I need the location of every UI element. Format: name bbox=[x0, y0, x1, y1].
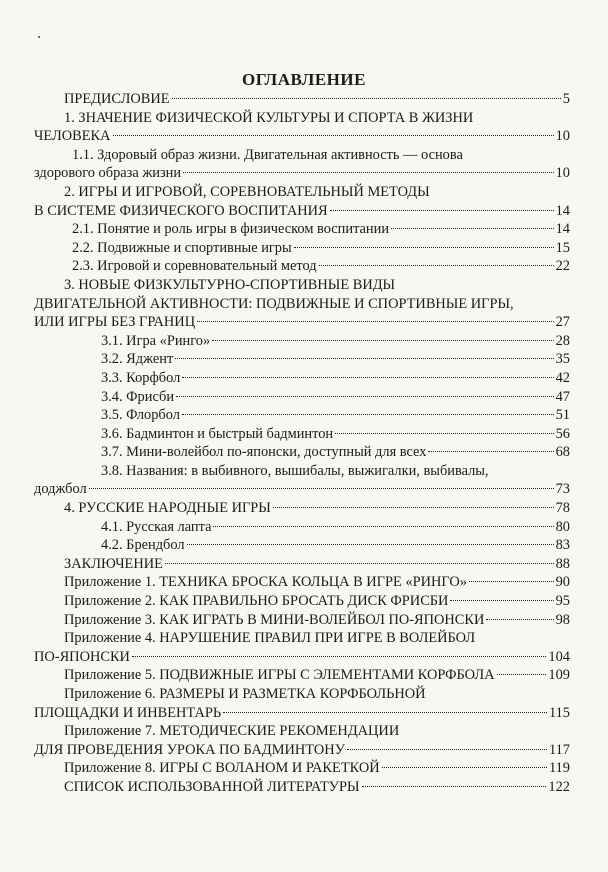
toc-entry-text: Приложение 1. ТЕХНИКА БРОСКА КОЛЬЦА В ИГРЕ «РИНГО» bbox=[64, 574, 467, 591]
dot-leader bbox=[273, 507, 554, 508]
toc-entry-text: здорового образа жизни bbox=[34, 165, 182, 182]
toc-entry bbox=[34, 406, 570, 425]
toc-entry bbox=[34, 685, 570, 722]
toc-line bbox=[34, 536, 570, 555]
toc-entry-text: ПРЕДИСЛОВИЕ bbox=[64, 91, 170, 107]
toc-entry-text: Приложение 4. НАРУШЕНИЕ ПРАВИЛ ПРИ ИГРЕ В ВОЛЕЙБОЛ bbox=[64, 630, 476, 647]
dot-leader bbox=[182, 377, 553, 378]
toc-entry-text: 3.1. Игра «Ринго» bbox=[101, 332, 211, 349]
toc-entry-text: Приложение 7. МЕТОДИЧЕСКИЕ РЕКОМЕНДАЦИИ bbox=[64, 723, 400, 740]
toc-entry-text: ДЛЯ ПРОВЕДЕНИЯ УРОКА ПО БАДМИНТОНУ bbox=[34, 741, 345, 758]
toc-line bbox=[34, 183, 570, 202]
dot-leader bbox=[294, 247, 554, 248]
toc-line bbox=[34, 127, 570, 146]
toc-entry-text: 4. РУССКИЕ НАРОДНЫЕ ИГРЫ bbox=[64, 500, 271, 517]
toc-page-number: 78 bbox=[555, 500, 570, 517]
toc-line bbox=[34, 722, 570, 741]
toc-entry-text: 1. ЗНАЧЕНИЕ ФИЗИЧЕСКОЙ КУЛЬТУРЫ И СПОРТА В ЖИЗНИ bbox=[64, 109, 474, 126]
dot-leader bbox=[183, 172, 554, 173]
dot-leader bbox=[197, 321, 554, 322]
toc-page-number: 22 bbox=[555, 258, 570, 275]
toc-entry-text: В СИСТЕМЕ ФИЗИЧЕСКОГО ВОСПИТАНИЯ bbox=[34, 202, 328, 219]
dot-leader bbox=[469, 581, 554, 582]
toc-line bbox=[34, 611, 570, 630]
toc-line bbox=[34, 90, 570, 109]
toc-line bbox=[34, 778, 570, 797]
toc-line bbox=[34, 462, 570, 481]
toc-entry-text: доджбол bbox=[34, 481, 87, 498]
toc-page-number: 104 bbox=[548, 648, 570, 665]
toc-entry bbox=[34, 778, 570, 797]
dot-leader bbox=[213, 526, 553, 527]
toc-line bbox=[34, 425, 570, 444]
toc-entry bbox=[34, 573, 570, 592]
toc-line bbox=[34, 555, 570, 574]
toc-entry bbox=[34, 666, 570, 685]
dot-leader bbox=[391, 228, 554, 229]
toc-entry-text: 2.3. Игровой и соревновательный метод bbox=[72, 258, 317, 275]
toc-line bbox=[34, 629, 570, 648]
toc-entry bbox=[34, 109, 570, 146]
toc-entry-text: Приложение 6. РАЗМЕРЫ И РАЗМЕТКА КОРФБОЛЬНОЙ bbox=[64, 686, 426, 702]
toc-entry-text: Приложение 3. КАК ИГРАТЬ В МИНИ-ВОЛЕЙБОЛ ПО-ЯПОНСКИ bbox=[64, 611, 485, 628]
toc-page-number: 47 bbox=[555, 388, 570, 405]
toc-page-number: 95 bbox=[555, 593, 570, 610]
toc-page-number: 28 bbox=[555, 332, 570, 349]
toc-line bbox=[34, 276, 570, 295]
toc-entry-text: 4.1. Русская лапта bbox=[101, 518, 212, 535]
toc-line bbox=[34, 109, 570, 128]
toc-page-number: 122 bbox=[548, 778, 570, 795]
dot-leader bbox=[486, 619, 553, 620]
toc-entry-text: 3. НОВЫЕ ФИЗКУЛЬТУРНО-СПОРТИВНЫЕ ВИДЫ bbox=[64, 276, 396, 293]
toc-entry-text: 2.1. Понятие и роль игры в физическом воспитании bbox=[72, 221, 390, 238]
dot-leader bbox=[362, 786, 547, 787]
page-speck bbox=[38, 36, 40, 38]
toc-entry bbox=[34, 388, 570, 407]
toc-entry-text: 3.5. Флорбол bbox=[101, 407, 180, 424]
dot-leader bbox=[319, 265, 554, 266]
dot-leader bbox=[212, 340, 553, 341]
dot-leader bbox=[113, 135, 554, 136]
toc-entry-text: ПЛОЩАДКИ И ИНВЕНТАРЬ bbox=[34, 704, 222, 721]
toc-line bbox=[34, 332, 570, 351]
toc-page-number: 98 bbox=[555, 611, 570, 628]
toc-entry bbox=[34, 462, 570, 499]
toc-line bbox=[34, 741, 570, 760]
toc-entry bbox=[34, 220, 570, 239]
toc-page-number: 109 bbox=[548, 667, 570, 684]
toc-entry bbox=[34, 555, 570, 574]
toc-line bbox=[34, 480, 570, 499]
toc-entry bbox=[34, 759, 570, 778]
dot-leader bbox=[132, 656, 546, 657]
toc-page-number: 5 bbox=[562, 91, 570, 107]
toc-entry-text: 4.2. Брендбол bbox=[101, 537, 185, 554]
toc-entry-text: ЧЕЛОВЕКА bbox=[34, 128, 111, 145]
toc-title: ОГЛАВЛЕНИЕ bbox=[242, 70, 366, 89]
toc-line bbox=[34, 443, 570, 462]
toc-entry-text: ДВИГАТЕЛЬНОЙ АКТИВНОСТИ: ПОДВИЖНЫЕ И СПОРТИВНЫЕ ИГРЫ, bbox=[34, 295, 514, 312]
toc-entry bbox=[34, 369, 570, 388]
dot-leader bbox=[428, 451, 553, 452]
toc-line bbox=[34, 239, 570, 258]
toc-line bbox=[34, 369, 570, 388]
toc-page-number: 88 bbox=[555, 555, 570, 572]
toc-entry-text: Приложение 8. ИГРЫ С ВОЛАНОМ И РАКЕТКОЙ bbox=[64, 760, 380, 777]
dot-leader bbox=[176, 396, 554, 397]
toc-line bbox=[34, 295, 570, 314]
toc-page-number: 10 bbox=[555, 165, 570, 182]
toc-entry-text: 2. ИГРЫ И ИГРОВОЙ, СОРЕВНОВАТЕЛЬНЫЙ МЕТОДЫ bbox=[64, 183, 430, 200]
toc-entry-text: Приложение 5. ПОДВИЖНЫЕ ИГРЫ С ЭЛЕМЕНТАМИ КОРФБОЛА bbox=[64, 667, 495, 684]
toc-entry-text: ИЛИ ИГРЫ БЕЗ ГРАНИЦ bbox=[34, 314, 196, 331]
dot-leader bbox=[172, 98, 561, 99]
toc-entry-text: 3.8. Названия: в выбивного, вышибалы, выжигалки, выбивалы, bbox=[101, 462, 489, 479]
dot-leader bbox=[450, 600, 553, 601]
toc-entry-text: 1.1. Здоровый образ жизни. Двигательная активность — основа bbox=[72, 146, 463, 163]
toc-page-number: 51 bbox=[555, 407, 570, 424]
toc-entry-text: СПИСОК ИСПОЛЬЗОВАННОЙ ЛИТЕРАТУРЫ bbox=[64, 778, 360, 795]
toc-line bbox=[34, 592, 570, 611]
toc-entry bbox=[34, 499, 570, 518]
toc-page-number: 35 bbox=[555, 351, 570, 368]
toc-line bbox=[34, 704, 570, 723]
dot-leader bbox=[330, 210, 554, 211]
toc-line bbox=[34, 685, 570, 704]
toc-entry-text: ЗАКЛЮЧЕНИЕ bbox=[64, 555, 163, 572]
toc-entry-text: 3.7. Мини-волейбол по-японски, доступный для всех bbox=[101, 444, 427, 461]
toc-line bbox=[34, 350, 570, 369]
toc-line bbox=[34, 313, 570, 332]
dot-leader bbox=[187, 544, 554, 545]
toc-entry bbox=[34, 611, 570, 630]
toc-entry bbox=[34, 332, 570, 351]
toc-line bbox=[34, 146, 570, 165]
toc-entry bbox=[34, 276, 570, 332]
dot-leader bbox=[382, 767, 547, 768]
dot-leader bbox=[182, 414, 554, 415]
toc-entry bbox=[34, 629, 570, 666]
toc-page-number: 83 bbox=[555, 537, 570, 554]
toc-page-number: 73 bbox=[555, 481, 570, 498]
toc-line bbox=[34, 257, 570, 276]
toc-entry bbox=[34, 350, 570, 369]
toc-line bbox=[34, 648, 570, 667]
toc-page-number: 80 bbox=[555, 518, 570, 535]
toc-page-number: 117 bbox=[548, 741, 570, 758]
toc-page-number: 14 bbox=[555, 221, 570, 238]
table-of-contents bbox=[34, 90, 570, 797]
toc-page-number: 10 bbox=[555, 128, 570, 145]
toc-line bbox=[34, 573, 570, 592]
toc-entry bbox=[34, 518, 570, 537]
toc-line bbox=[34, 164, 570, 183]
toc-line bbox=[34, 220, 570, 239]
toc-line bbox=[34, 202, 570, 221]
toc-entry-text: 3.3. Корфбол bbox=[101, 369, 181, 386]
toc-line bbox=[34, 388, 570, 407]
toc-entry bbox=[34, 146, 570, 183]
toc-entry-text: 2.2. Подвижные и спортивные игры bbox=[72, 239, 292, 256]
toc-page-number: 14 bbox=[555, 202, 570, 219]
toc-entry bbox=[34, 722, 570, 759]
toc-entry bbox=[34, 183, 570, 220]
dot-leader bbox=[165, 563, 554, 564]
toc-entry-text: 3.2. Яджент bbox=[101, 351, 174, 368]
toc-page-number: 68 bbox=[555, 444, 570, 461]
toc-line bbox=[34, 666, 570, 685]
dot-leader bbox=[497, 674, 547, 675]
toc-entry bbox=[34, 592, 570, 611]
toc-page-number: 15 bbox=[555, 239, 570, 256]
dot-leader bbox=[89, 488, 554, 489]
toc-entry-text: 3.4. Фрисби bbox=[101, 388, 175, 405]
toc-page-number: 115 bbox=[548, 704, 570, 721]
toc-entry-text: Приложение 2. КАК ПРАВИЛЬНО БРОСАТЬ ДИСК ФРИСБИ bbox=[64, 593, 449, 610]
dot-leader bbox=[223, 712, 547, 713]
toc-entry bbox=[34, 536, 570, 555]
toc-page-number: 27 bbox=[555, 314, 570, 331]
dot-leader bbox=[347, 749, 547, 750]
toc-entry bbox=[34, 239, 570, 258]
toc-line bbox=[34, 759, 570, 778]
toc-page-number: 119 bbox=[548, 760, 570, 777]
dot-leader bbox=[335, 433, 554, 434]
toc-page-number: 42 bbox=[555, 369, 570, 386]
toc-page-number: 56 bbox=[555, 425, 570, 442]
toc-entry-text: 3.6. Бадминтон и быстрый бадминтон bbox=[101, 425, 334, 442]
toc-entry bbox=[34, 257, 570, 276]
dot-leader bbox=[175, 358, 553, 359]
toc-entry-text: ПО-ЯПОНСКИ bbox=[34, 648, 130, 665]
toc-line bbox=[34, 518, 570, 537]
toc-page-number: 90 bbox=[555, 574, 570, 591]
toc-line bbox=[34, 499, 570, 518]
toc-line bbox=[34, 406, 570, 425]
toc-entry bbox=[34, 443, 570, 462]
toc-entry bbox=[34, 90, 570, 109]
toc-entry bbox=[34, 425, 570, 444]
